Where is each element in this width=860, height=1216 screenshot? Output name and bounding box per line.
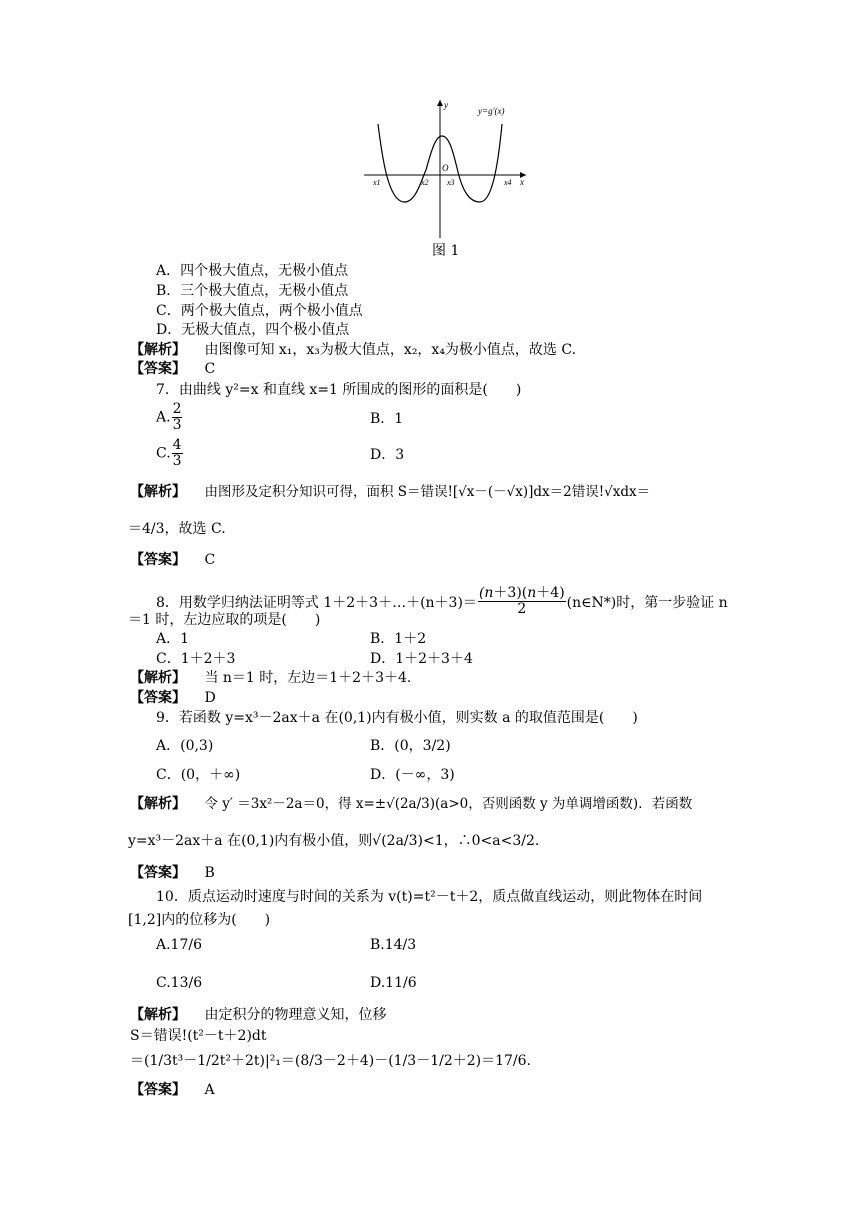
fraction: $\frac{(n+3)(n+4)}{2}$ bbox=[478, 585, 565, 617]
q7-option-d: D．3 bbox=[370, 447, 405, 463]
answer-label: 【答案】 bbox=[130, 1082, 186, 1098]
q9-option-a: A．(0,3) bbox=[156, 738, 214, 754]
q10-calc: ＝(1/3t³－1/2t²＋2t)|²₁＝(8/3－2＋4)－(1/3－1/2＋2)＝17/6. bbox=[130, 1053, 531, 1069]
q7-answer bbox=[130, 551, 215, 569]
q9-stem: 9．若函数 y=x³－2ax＋a 在(0,1)内有极小值，则实数 a 的取值范围是( ) bbox=[156, 710, 638, 726]
analysis-text: 令 y′ ＝3x²－2a＝0，得 x=±√(2a/3)(a>0，否则函数 y 为单调增函数)．若函数 bbox=[204, 796, 693, 812]
answer-value: C bbox=[204, 552, 216, 568]
q8-stem-tail: (n∈N*)时，第一步验证 n bbox=[566, 595, 728, 611]
option-label: A. bbox=[156, 409, 171, 426]
q9-option-c: C．(0，＋∞) bbox=[156, 767, 241, 783]
x1-label: x1 bbox=[373, 178, 381, 187]
q9-option-d: D．(－∞，3) bbox=[370, 767, 455, 783]
answer-value: A bbox=[204, 1082, 215, 1098]
function-label: y=g′(x) bbox=[478, 106, 505, 116]
numerator: 2 bbox=[172, 401, 182, 417]
figure bbox=[360, 96, 530, 246]
y-axis-label: y bbox=[444, 100, 448, 110]
q10-analysis bbox=[130, 1006, 386, 1024]
q10-option-a: A.17/6 bbox=[156, 937, 202, 953]
x3-label: x3 bbox=[447, 178, 455, 187]
q8-option-d: D．1＋2＋3＋4 bbox=[370, 651, 473, 667]
q6-option-d: D．无极大值点，四个极小值点 bbox=[156, 322, 350, 338]
q9-answer bbox=[130, 864, 215, 882]
fraction bbox=[172, 402, 183, 433]
q9-analysis bbox=[130, 795, 692, 813]
answer-label: 【答案】 bbox=[130, 552, 186, 568]
numerator: 4 bbox=[172, 437, 182, 453]
q9-option-b: B．(0，3/2) bbox=[370, 738, 451, 754]
denominator: 3 bbox=[172, 453, 182, 469]
q7-stem: 7．由曲线 y²=x 和直线 x=1 所围成的图形的面积是( ) bbox=[156, 382, 522, 398]
analysis-text: 由定积分的物理意义知，位移 bbox=[204, 1007, 387, 1023]
derivative-graph bbox=[360, 96, 530, 246]
figure-caption: 图 1 bbox=[432, 243, 460, 259]
q10-integral: S＝错误!(t²－t＋2)dt bbox=[130, 1028, 267, 1044]
analysis-label: 【解析】 bbox=[130, 796, 186, 812]
q6-option-a: A．四个极大值点，无极小值点 bbox=[156, 263, 349, 279]
analysis-text: 由图形及定积分知识可得，面积 S＝错误![√x－(－√x)]dx＝2错误!√xdx＝ bbox=[204, 484, 651, 500]
answer-value: D bbox=[204, 690, 216, 706]
q8-stem-text: 8．用数学归纳法证明等式 1＋2＋3＋…＋(n＋3)＝ bbox=[156, 595, 477, 611]
origin-label: O bbox=[442, 163, 449, 173]
fraction bbox=[172, 438, 183, 469]
analysis-label: 【解析】 bbox=[130, 484, 186, 500]
q10-answer bbox=[130, 1081, 215, 1099]
x2-label: x2 bbox=[421, 178, 429, 187]
analysis-label: 【解析】 bbox=[130, 342, 186, 358]
q8-answer bbox=[130, 689, 216, 707]
q8-option-c: C．1＋2＋3 bbox=[156, 651, 236, 667]
answer-label: 【答案】 bbox=[130, 865, 186, 881]
analysis-label: 【解析】 bbox=[130, 670, 186, 686]
analysis-label: 【解析】 bbox=[130, 1007, 186, 1023]
analysis-text: 当 n＝1 时，左边＝1＋2＋3＋4. bbox=[204, 670, 412, 686]
denominator: 3 bbox=[172, 417, 182, 433]
q8-option-a: A．1 bbox=[156, 631, 190, 647]
q7-analysis bbox=[130, 483, 650, 501]
q6-option-c: C．两个极大值点，两个极小值点 bbox=[156, 303, 363, 319]
q6-analysis bbox=[130, 341, 576, 359]
answer-label: 【答案】 bbox=[130, 690, 186, 706]
answer-value: C bbox=[204, 361, 216, 377]
q7-analysis-cont: ＝4/3，故选 C. bbox=[128, 521, 226, 537]
q10-option-b: B.14/3 bbox=[370, 937, 417, 953]
q10-stem-line2: [1,2]内的位移为( ) bbox=[128, 912, 271, 928]
q7-option-c bbox=[156, 438, 184, 469]
x4-label: x4 bbox=[504, 178, 512, 187]
answer-value: B bbox=[204, 865, 215, 881]
q10-option-c: C.13/6 bbox=[156, 975, 203, 991]
option-label: C. bbox=[156, 445, 171, 462]
x-axis-label: x bbox=[520, 177, 524, 187]
answer-label: 【答案】 bbox=[130, 361, 186, 377]
q8-stem-line2: ＝1 时，左边应取的项是( ) bbox=[128, 612, 321, 628]
q6-option-b: B．三个极大值点，无极小值点 bbox=[156, 283, 349, 299]
q6-answer bbox=[130, 360, 215, 378]
q10-stem: 10．质点运动时速度与时间的关系为 v(t)=t²－t＋2，质点做直线运动，则此物体在时间 bbox=[156, 889, 703, 905]
q7-option-a bbox=[156, 402, 183, 433]
q8-option-b: B．1＋2 bbox=[370, 631, 427, 647]
q10-option-d: D.11/6 bbox=[370, 975, 417, 991]
q7-option-b: B．1 bbox=[370, 411, 404, 427]
q9-analysis-line2: y=x³－2ax＋a 在(0,1)内有极小值，则√(2a/3)<1，∴0<a<3/2. bbox=[128, 833, 540, 849]
analysis-text: 由图像可知 x₁，x₃为极大值点，x₂，x₄为极小值点，故选 C. bbox=[204, 342, 577, 358]
q8-analysis bbox=[130, 669, 411, 687]
